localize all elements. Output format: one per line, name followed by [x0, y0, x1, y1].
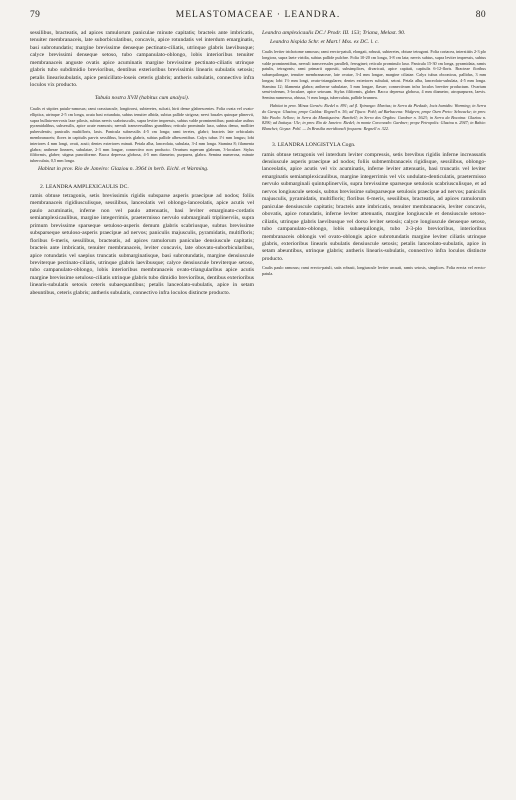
species-heading: 2. LEANDRA AMPLEXICAULIS DC.: [40, 183, 129, 190]
plate-reference: Tabula nostra XVII (habitus cum analysi).: [94, 94, 190, 101]
habitat-paragraph: Habitat in prov. Minas Geraës: Riedel n. 891; ad fl. Ypiranga: Martius; in Serra da Piedade, locis humidis: Warming; in Serra do Caraça: Glaziou; prope Caldas: Regnell n. 56; ad Tijuco: Pohl; ad Barbacena: Widgren; prope Ouro Preto: Schwacke; in prov. São Paulo: Sellow; in Serra da Mantiqueira: Burchell; in Serra dos Orgãos: Gardner n. 5623; in Serra da Bocaina: Glaziou n. 8290; ad Itatiaya: Ule; in prov. Rio de Janeiro: Riedel; in monte Corcovado: Gardner; prope Petropolis: Glaziou n. 2947; in Bahia: Blanchet; Goyaz: Pohl. — In Brasilia meridionali frequens: Regnell n. 322.: [262, 103, 486, 132]
detailed-description: Caulis leviter trichotome ramosus; rami erecto-patuli, elongati, robusti, subteretes, obtuse tetragoni. Folia coriacea, interstitiis 2-3 plo longiora, supra laete viridia, subtus pallide pulchre. Folia 10-20 cm longa, 3-8 cm lata; nervis subtus, supra leviter impressis, subtus valde prominentibus, nervuli transversales paralleli, ferruginei; reticulo prominulo laxo. Panicula 15-30 cm longa, pyramidata, ramis patulis, tetragonis; rami primarii oppositi, subsimplices, divaricati, apice capitati, capitulis 6-12-floris. Bracteae floribus subaequilongae, tenuiter membranaceae, late ovatae, 3-4 mm longae, margine ciliatae. Calyx tubus obconicus, pallidus, 3 mm longus; lobi 1½ mm longi, ovato-triangulares; dentes exteriores subulati, setosi. Petala alba, lanceolato-subulata, 4-5 mm longa. Stamina 12; filamenta glabra; antherae subulatae, 3 mm longae, flavae; connectivum infra loculos breviter productum. Ovarium semi-inferum, 3-loculare, apice setosum. Stylus filiformis, glaber. Bacca depressa globosa, 4 mm diametro, atropurpurea, laevis. Semina numerosa, obtusa, ½ mm longa, tuberculata, pallide brunnea.: [262, 48, 486, 101]
left-column: [30, 30, 254, 792]
species-heading: 3. LEANDRA LONGISTYLA Cogn.: [272, 142, 356, 149]
citation-line: Leandra amplexicaulis DC.! Prodr. III. 153; Triana, Melast. 90.: [262, 30, 406, 36]
species-description: ramis obtuse tetragonis, setis brevissimis rigidis subsparse asperis praecipue ad nodos; foliis membranaceis rigidiusculisque, sessilibus, lanceolatis vel oblongo-lanceolatis, apice acutis vel paulo acuminatis, inferne non vel paulo attenuatis, basi leviter emarginato-cordatis semiamplexicaulibus, margine integerrimis, praetermisso nervulo submarginali triplinerviis, supra primum brevissime sparseque setuloso-asperis demum glabris scabriusque, subtus brevissime subsparseque setuloso-asperis praecipue ad nervos; paniculis majusculis, pyramidatis, multifloris; floribus 6-meris, sessilibus, bracteatis, ad apices ramulorum paniculae densiuscule capitatis; bracteis ante imbricatis, tenuiter membranaceis, leviter concavis, late obovato-suborbicularibus, apice rotundatis vel saepius truncatis submarginatisque, basi subrotundatis, margine densiuscule breviterque pectinato-ciliatis, utrinque glabris laevibusque; calyce densiuscule breviterque setoso, tubo campanulato-oblongo, lobis interioribus membranaceis ovato-triangularibus apice acutis margine brevissime setuloso-ciliatis utrinque glabris tubo dimidio brevioribus, dentibus exterioribus linearis-subulatis setosis ceteris subaequantibus; petalis lanceolato-subulatis, apice in setam abeuntibus, ceteris glabris; antheris subulatis, connectivo infra loculos distincte producto.: [30, 192, 254, 296]
right-column: [262, 30, 486, 792]
habitat-paragraph: Habitat in prov. Rio de Janeiro: Glaziou n. 3964 in herb. Eichl. et Warming.: [38, 166, 209, 173]
page-number-right: 80: [475, 10, 486, 20]
detailed-description-start: Caulis paulo ramosus; rami erecto-patuli, satis robusti, longiuscule leviter arcuati, ramis setosis, simplices. Folia erecta vel erecto-patula.: [262, 265, 486, 277]
running-header: [30, 10, 486, 26]
running-title: MELASTOMACEAE · LEANDRA.: [175, 10, 341, 20]
detailed-description: Caulis et stipites patulo-ramosus; rami crassiuscule, longitrorsi, subteretes, sulcati, hirti dense glabrescentes. Folia ovata vel ovato-elliptica, utrinque 2-5 cm longa, acuta basi rotundata, subtus tenuiter albida, subtus pallide strigosa; nervi basales quinque plinervii, supra bullato-nervosis laxe pilosis, subtus nervis scabriusculis, supra leviter impressis, subtus valde prominentibus; paniculae axibus pyramidalibus, subsessilis, apice acute eramosis; nervuli transversalibus grandibus; reticulo prominulo laxo, subtus denso, molliter puberulentis; paniculis multifloris, laxis. Panicula subsessilis 4-5 cm longa; rami teretes, glabri; bracteis late orbiculatis membranaceis; flores in capitulis parvis sessilibus, bracteis glabris, subtus pallide albescentibus. Calyx tubus 1½ mm longus; lobi interiores 4 mm longi, ovati, acuti; dentes exteriores minuti. Petala alba, lanceolata, subulata, 3-4 mm longa. Stamina 8; filamenta glabra; antherae lineares, subulatae, 2-3 mm longae, connectivo non producto. Ovarium superum glabrum, 3-loculare. Stylus filiformis, glaber; stigma punctiforme. Bacca depressa globosa, 4-5 mm diametro, purpurea, glabra. Semina numerosa, minute tuberculata, 0,5 mm longa.: [30, 106, 254, 164]
synonym-line: Leandra hispida Schr. et Mart.! Mss. ex DC. l. c.: [270, 39, 379, 46]
description-paragraph: sessilibus, bracteatis, ad apices ramulorum paniculae minute capitatis; bracteis ante imbricatis, tenuiter membranaceis, late suborbiculatibus, concavis, apice rotundatis vel interdum emarginatis, basi subrotundatis; margine brevissime denseque pectinato-ciliatis, utrinque glabris laevibusque; calyce brevissimi denseque setoso, tubo campanulato-oblongo, lobis interioribus tenuiter membranaceis anguste ovatis apice acuminatis margine brevissime pectinato-ciliatis utrinque glabris tubo subdimidio brevioribus, dentibus exterioribus brevissimis linearis subulatis setosis; petalis linearisubulatis, apice penicillato-loseis ceteris glabris; antheris subulatis, connectivo infra loculos vix producto.: [30, 30, 254, 89]
page-number-left: 79: [30, 10, 41, 20]
species-description: ramis obtuse tetragonis vel interdum leviter compressis, setis brevibus rigidis inferne increassatis densiuscule asperis praecipue ad nodos; foliis submembranaceis rigidisque, sessilibus, oblongo-lanceolatis, apice acutis vel vix acuminatis, inferne leviter attenuatis, basi truncatis vel leviter emarginatis semiamplexicaulibus, margine integerrimis vel vix undulato-denticulatis, praetermisso nervulo submarginali quintuplinerviis, supra brevissime sparseque setulosis scabriusculisque, et ad nervos longiuscule setosis, subtus brevissime subsparseque setulosis praecipue ad nervos; paniculis majusculis, pyramidatis, multifloris; floribus 6-meris, sessilibus, bracteatis, ad apices ramulorum paniculae densiuscule capitatis; bracteis ante imbricatis, tenuiter membranaceis, leviter concavis, obovatis, apice rotundatis, inferne leviter attenuatis, margine longiuscule et densiuscule setoso-ciliatis, utrinque glabris laevibusque vel dorso leviter setosis; calyce longiuscule denseque setoso, tubo campanulato-oblongo, lobis subaequilongis, tubo 2-3-plo brevioribus, interioribus membranaceis oblongis vel ovato-oblongis apice subrotundatis margine leviter ciliatis utrinque glabris, exterioribus linearis subulatis densiuscule setosis; petalis lanceolato-subulatis, apice in setam abeuntibus, utrinque glabris; antheris linearis-subulatis, connectivo infra loculos distincte producto.: [262, 151, 486, 262]
